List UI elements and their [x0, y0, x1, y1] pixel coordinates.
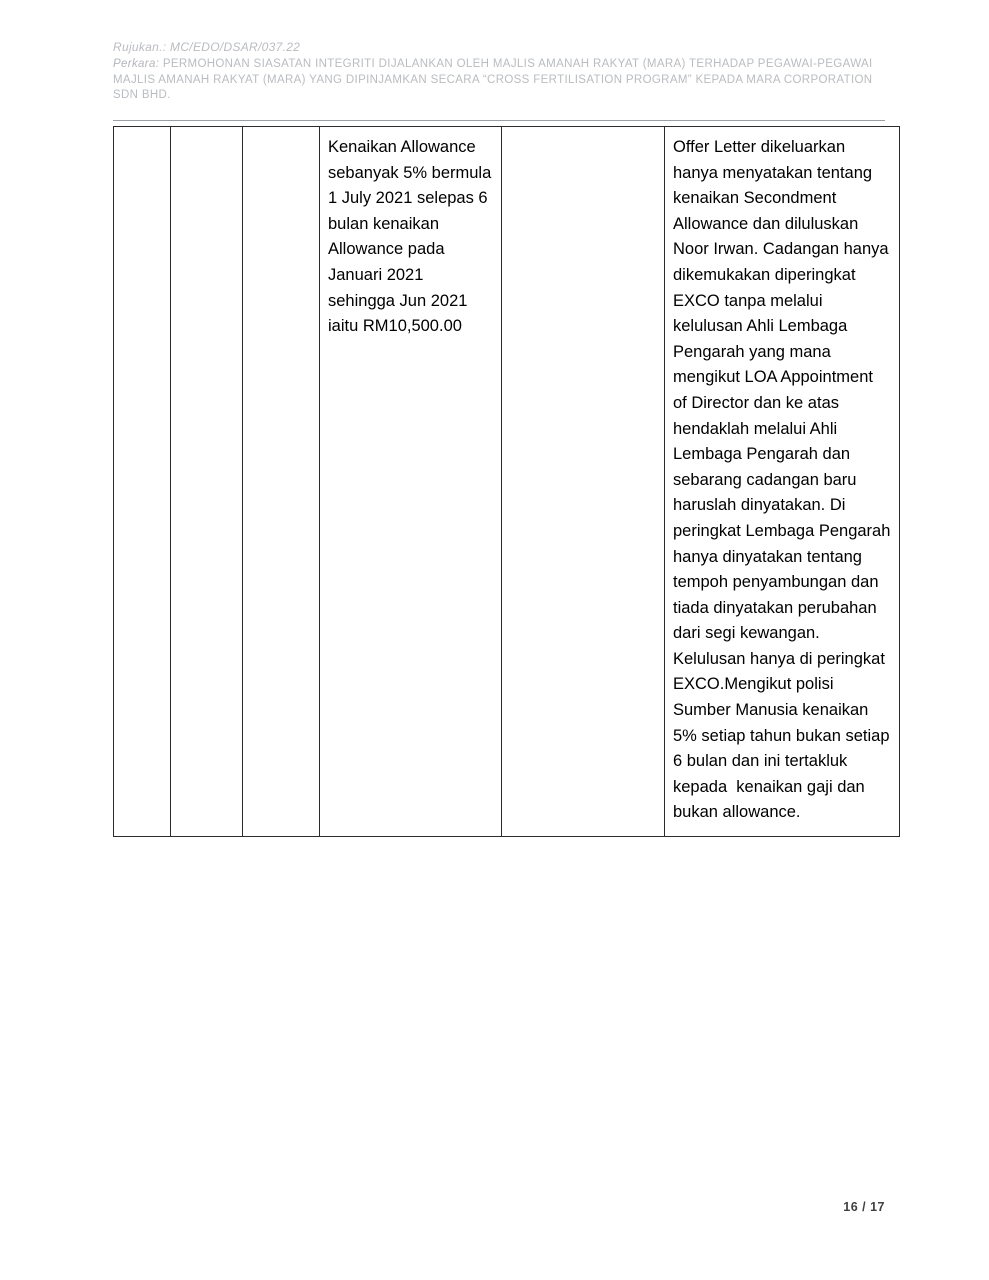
table-cell-5: [502, 127, 665, 837]
subject-label: Perkara:: [113, 58, 160, 70]
table-cell-2: [171, 127, 243, 837]
page-number: 16 / 17: [843, 1200, 885, 1214]
table-cell-3: [243, 127, 320, 837]
content-table: [113, 126, 900, 837]
cell-text: Kenaikan Allowance sebanyak 5% bermula 1 July 2021 selepas 6 bulan kenaikan Allowance pada Januari 2021 sehingga Jun 2021 iaitu RM10,500.00: [328, 138, 496, 336]
document-footer: [0, 1198, 989, 1216]
reference-label: Rujukan.:: [113, 40, 167, 54]
header-divider: [113, 120, 885, 121]
subject-line: [113, 57, 883, 104]
document-header: [113, 40, 883, 104]
cell-text: Offer Letter dikeluarkan hanya menyatakan tentang kenaikan Secondment Allowance dan diluluskan Noor Irwan. Cadangan hanya dikemukakan diperingkat EXCO tanpa melalui kelulusan Ahli Lembaga Pengarah yang mana mengikut LOA Appointment of Director dan ke atas hendaklah melalui Ahli Lembaga Pengarah dan sebarang cadangan baru haruslah dinyatakan. Di peringkat Lembaga Pengarah hanya dinyatakan tentang tempoh penyambungan dan tiada dinyatakan perubahan dari segi kewangan. Kelulusan hanya di peringkat EXCO.Mengikut polisi Sumber Manusia kenaikan 5% setiap tahun bukan setiap 6 bulan dan ini tertakluk kepada kenaikan gaji dan bukan allowance.: [673, 138, 896, 822]
subject-value: PERMOHONAN SIASATAN INTEGRITI DIJALANKAN OLEH MAJLIS AMANAH RAKYAT (MARA) TERHADAP PEGAWAI-PEGAWAI MAJLIS AMANAH RAKYAT (MARA) YANG DIPINJAMKAN SECARA “CROSS FERTILISATION PROGRAM” KEPADA MARA CORPORATION SDN BHD.: [113, 58, 873, 101]
table-cell-allowance-detail: [320, 127, 502, 837]
table-cell-1: [114, 127, 171, 837]
table-cell-findings: [665, 127, 900, 837]
table-row: [114, 127, 900, 837]
reference-line: [113, 40, 883, 54]
reference-value: MC/EDO/DSAR/037.22: [170, 40, 301, 54]
